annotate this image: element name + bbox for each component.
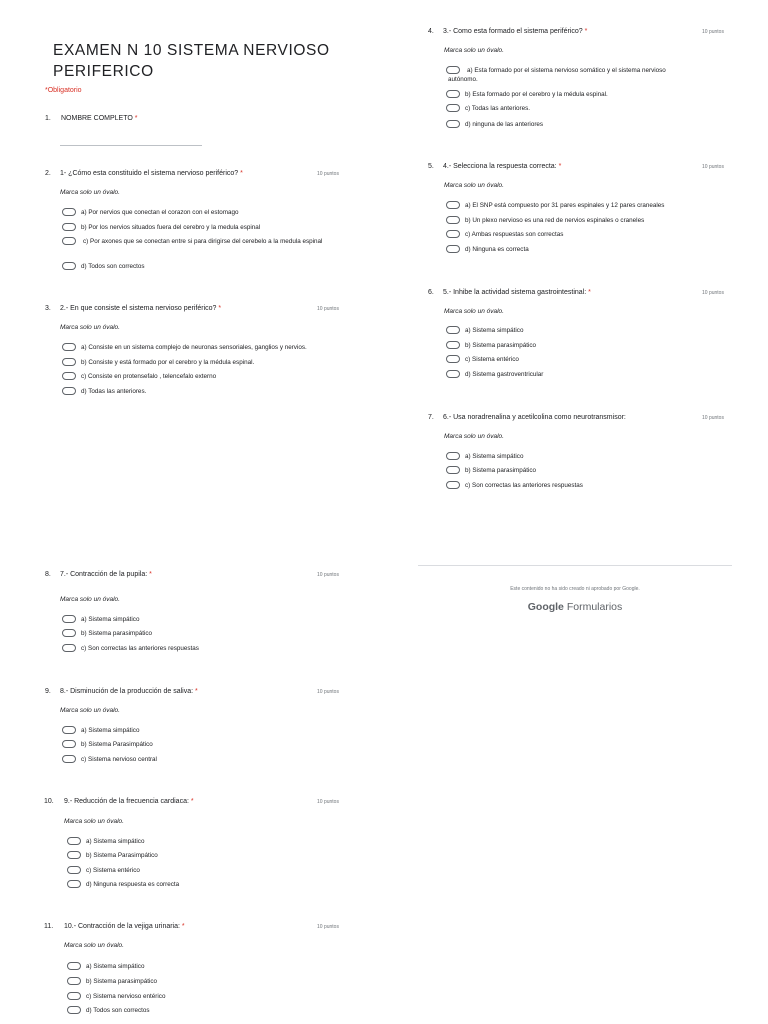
radio-oval[interactable] [62,740,76,748]
option-label: c) Ambas respuestas son correctas [465,231,564,238]
radio-oval[interactable] [67,837,81,845]
option-label: d) ninguna de las anteriores [465,121,544,128]
option-label: b) Sistema parasimpático [465,342,537,349]
radio-oval[interactable] [62,755,76,763]
option-label: d) Todas las anteriores. [81,388,147,395]
option-label: a) Sistema simpático [86,838,145,845]
hint-text: Marca solo un óvalo. [60,189,120,196]
hint-text: Marca solo un óvalo. [64,818,124,825]
question-number: 4. [428,28,434,35]
question-number: 11. [44,923,54,930]
option-label: a) Por nervios que conectan el corazon con el estomago [81,209,239,216]
question-text [443,413,626,423]
option-label: c) Sistema entérico [465,356,519,363]
question-number: 1. [45,115,51,122]
option-label: b) Sistema Parasimpático [81,741,153,748]
option-label: b) Sistema parasimpático [81,630,153,637]
radio-oval[interactable] [67,962,81,970]
option-label: d) Todos son correctos [86,1007,150,1014]
radio-oval[interactable] [446,326,460,334]
option-label: c) Sistema nervioso central [81,756,157,763]
option-label: c) Son correctas las anteriores respuestas [465,482,583,489]
question-number: 3. [45,305,51,312]
hint-text: Marca solo un óvalo. [444,182,504,189]
option-label: c) Consiste en protensefalo , telencefalo externo [81,373,217,380]
option-label: c) Sistema nervioso entérico [86,993,166,1000]
radio-oval[interactable] [446,201,460,209]
points-label: 10 puntos [702,164,724,170]
hint-text: Marca solo un óvalo. [444,433,504,440]
radio-oval[interactable] [62,223,76,231]
required-star: * [588,289,591,296]
required-star: * [190,798,194,805]
option-label: c) Sistema entérico [86,867,140,874]
points-label: 10 puntos [317,799,339,805]
question-6 [428,288,728,328]
question-label: 4.- Selecciona la respuesta correcta: [443,163,557,170]
option-label: b) Por los nervios situados fuera del cerebro y la medula espinal [81,224,261,231]
question-text [61,114,138,124]
hint-text: Marca solo un óvalo. [64,942,124,949]
option-label: b) Consiste y está formado por el cerebro y la médula espinal. [81,359,255,366]
question-7 [428,413,728,453]
question-label: 3.- Como esta formado el sistema periférico? [443,28,583,35]
option-label: a) El SNP está compuesto por 31 pares espinales y 12 pares craneales [465,202,665,209]
question-label: 6.- Usa noradrenalina y acetilcolina como neurotransmisor: [443,414,626,421]
question-11 [44,922,346,962]
radio-oval[interactable] [62,237,76,245]
radio-oval[interactable] [446,230,460,238]
hint-text: Marca solo un óvalo. [444,47,504,54]
radio-oval[interactable] [446,120,460,128]
radio-oval[interactable] [446,452,460,460]
required-star: * [149,571,152,578]
radio-oval[interactable] [67,866,81,874]
radio-oval[interactable] [62,726,76,734]
hint-text: Marca solo un óvalo. [60,707,120,714]
question-text [64,797,194,807]
question-5 [428,162,728,202]
question-label: 9.- Reducción de la frecuencia cardiaca: [64,798,189,805]
option-label: b) Sistema parasimpático [465,467,537,474]
footer-divider [418,565,732,566]
name-input[interactable] [60,145,202,146]
points-label: 10 puntos [702,29,724,35]
option-label: a) Sistema simpático [81,616,140,623]
radio-oval[interactable] [62,208,76,216]
points-label: 10 puntos [317,689,339,695]
radio-oval[interactable] [446,245,460,253]
question-label: NOMBRE COMPLETO [61,115,133,122]
option-label: a) Consiste en un sistema complejo de neuronas sensoriales, ganglios y nervios. [81,344,307,351]
radio-oval[interactable] [446,481,460,489]
required-star: * [558,163,562,170]
option-label: a) Sistema simpático [465,453,524,460]
question-number: 7. [428,414,434,421]
hint-text: Marca solo un óvalo. [444,308,504,315]
radio-oval[interactable] [446,216,460,224]
radio-oval[interactable] [67,992,81,1000]
question-number: 9. [45,688,51,695]
required-star: * [195,688,198,695]
radio-oval[interactable] [62,372,76,380]
option-label: c) Son correctas las anteriores respuestas [81,645,199,652]
radio-oval[interactable] [67,851,81,859]
option-label: a) Sistema simpático [86,963,145,970]
hint-text: Marca solo un óvalo. [60,596,120,603]
required-star: * [218,305,222,312]
radio-oval[interactable] [62,343,76,351]
option-label: d) Ninguna respuesta es correcta [86,881,180,888]
option-label: d) Todos son correctos [81,263,145,270]
points-label: 10 puntos [702,290,724,296]
required-star: * [584,28,588,35]
radio-oval[interactable] [446,355,460,363]
option-label: a) Esta formado por el sistema nervioso somático y el sistema nervioso autónomo. [448,67,666,83]
question-label: 1- ¿Cómo esta constituido el sistema nervioso periférico? [60,170,239,177]
radio-oval[interactable] [62,262,76,270]
option-label: b) Sistema Parasimpático [86,852,158,859]
points-label: 10 puntos [317,572,339,578]
question-text [60,169,243,179]
radio-oval[interactable] [67,977,81,985]
points-label: 10 puntos [317,171,339,177]
question-text [60,687,198,697]
question-3 [45,304,345,344]
option-label: b) Sistema parasimpático [86,978,158,985]
question-number: 10. [44,798,54,805]
option-label: d) Sistema gastroventricular [465,371,544,378]
radio-oval[interactable] [62,644,76,652]
question-9 [45,687,345,727]
question-number: 5. [428,163,434,170]
radio-oval[interactable] [62,387,76,395]
form-title: EXAMEN N 10 SISTEMA NERVIOSO PERIFERICO [53,42,330,80]
question-text [60,570,152,580]
brand-google: Google [527,601,564,613]
question-label: 7.- Contracción de la pupila: [60,571,148,578]
option-label: c) Por axones que se conectan entre si para dirigirse del cerebelo a la medula espinal [83,238,323,245]
question-text [443,27,587,37]
radio-oval[interactable] [67,880,81,888]
question-label: 8.- Disminución de la producción de saliva: [60,688,194,695]
question-text [60,304,221,314]
required-star: * [134,115,138,122]
option-label: d) Ninguna es correcta [465,246,529,253]
question-text [443,288,591,298]
radio-oval[interactable] [446,466,460,474]
question-1 [45,114,345,154]
points-label: 10 puntos [317,924,339,930]
option-label: b) Un plexo nervioso es una red de nervios espinales o craneles [465,217,645,224]
google-forms-logo [418,601,732,613]
brand-product: Formularios [566,601,623,613]
question-number: 2. [45,170,51,177]
required-star: * [240,170,243,177]
question-label: 2.- En que consiste el sistema nervioso periférico? [60,305,217,312]
question-4 [428,27,728,67]
question-text [64,922,185,932]
option[interactable] [62,237,337,257]
points-label: 10 puntos [317,306,339,312]
option-label: a) Sistema simpático [465,327,524,334]
radio-oval[interactable] [446,90,460,98]
points-label: 10 puntos [702,415,724,421]
question-8 [45,570,345,610]
question-number: 8. [45,571,51,578]
question-label: 5.- Inhibe la actividad sistema gastrointestinal: [443,289,587,296]
radio-oval[interactable] [62,629,76,637]
option-label: b) Esta formado por el cerebro y la médula espinal. [465,91,608,98]
radio-oval[interactable] [446,341,460,349]
required-star: * [181,923,185,930]
option-label: c) Todas las anteriores. [465,105,530,112]
question-label: 10.- Contracción de la vejiga urinaria: [64,923,180,930]
radio-oval[interactable] [62,615,76,623]
radio-oval[interactable] [446,370,460,378]
hint-text: Marca solo un óvalo. [60,324,120,331]
radio-oval[interactable] [67,1006,81,1014]
footer-note: Este contenido no ha sido creado ni aprobado por Google. [510,586,640,592]
radio-oval[interactable] [446,104,460,112]
radio-oval[interactable] [446,66,460,74]
question-number: 6. [428,289,434,296]
radio-oval[interactable] [62,358,76,366]
question-text [443,162,561,172]
option[interactable] [446,66,696,86]
required-note: *Obligatorio [45,87,82,94]
option-label: a) Sistema simpático [81,727,140,734]
question-10 [44,797,346,837]
